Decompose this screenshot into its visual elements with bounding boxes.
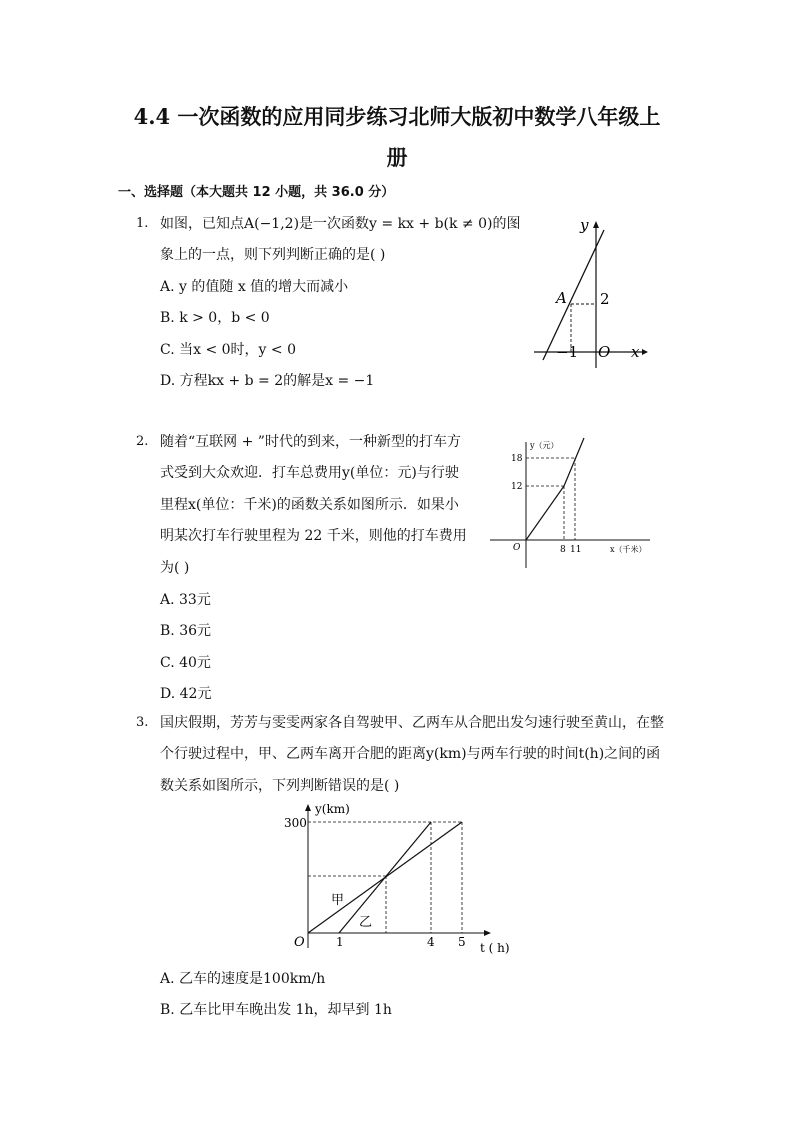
question-1-stem-line-2: 象上的一点，则下列判断正确的是( )	[160, 247, 386, 263]
question-1-option-c: C. 当x < 0时，y < 0	[160, 342, 296, 358]
question-2-option-d: D. 42元	[160, 686, 212, 702]
point-a-label: A	[556, 289, 567, 307]
y-axis-label: y(km)	[315, 802, 350, 816]
question-1-option-a: A. y 的值随 x 值的增大而减小	[160, 279, 349, 295]
section-heading: 一、选择题（本大题共 12 小题，共 36.0 分）	[118, 185, 395, 200]
question-2-figure	[486, 432, 656, 572]
label-yi: 乙	[359, 915, 373, 930]
question-3-stem-line-2: 个行驶过程中，甲、乙两车离开合肥的距离y(km)与两车行驶的时间t(h)之间的函	[160, 746, 661, 762]
page-title: 4.4 一次函数的应用同步练习北师大版初中数学八年级上	[133, 104, 661, 129]
question-1-stem-line-1: 如图，已知点A(−1,2)是一次函数y = kx + b(k ≠ 0)的图	[160, 216, 521, 232]
question-2-stem-line-2: 式受到大众欢迎．打车总费用y(单位：元)与行驶	[160, 465, 459, 481]
question-2-number: 2.	[136, 434, 149, 449]
question-3-stem-line-1: 国庆假期，芳芳与雯雯两家各自驾驶甲、乙两车从合肥出发匀速行驶至黄山，在整	[160, 715, 664, 731]
question-1-option-b: B. k > 0，b < 0	[160, 310, 270, 326]
question-3-stem-line-3: 数关系如图所示，下列判断错误的是( )	[160, 778, 400, 794]
question-2-option-c: C. 40元	[160, 655, 211, 671]
question-2-option-b: B. 36元	[160, 623, 212, 639]
question-2-option-a: A. 33元	[160, 592, 211, 608]
x-axis-arrow	[642, 349, 648, 355]
question-1-number: 1.	[136, 216, 149, 231]
y-tick-300: 300	[284, 816, 307, 830]
label-jia: 甲	[331, 893, 345, 908]
x-tick-5: 5	[458, 935, 466, 949]
y-axis-label: y（元）	[530, 441, 559, 450]
function-line	[543, 230, 604, 360]
origin-label: O	[598, 343, 611, 361]
question-3-option-b: B. 乙车比甲车晚出发 1h，却早到 1h	[160, 1002, 392, 1018]
question-1-option-d: D. 方程kx + b = 2的解是x = −1	[160, 373, 375, 389]
origin-label: O	[294, 935, 305, 950]
x-tick-4: 4	[427, 935, 435, 949]
x-axis-label: x（千米）	[610, 545, 647, 554]
x-tick-8: 8	[560, 545, 566, 555]
segment-end	[564, 438, 584, 486]
x-axis-label: t ( h)	[480, 941, 510, 955]
x-tick-11: 11	[570, 545, 582, 555]
y-tick-label: 2	[600, 290, 610, 308]
y-tick-12: 12	[511, 482, 523, 492]
x-axis-arrow	[484, 930, 491, 936]
y-tick-18: 18	[511, 454, 523, 464]
page-title-continued: 册	[386, 145, 408, 170]
x-axis-label: x	[631, 343, 640, 361]
question-3-number: 3.	[136, 715, 149, 730]
y-axis-arrow	[305, 804, 311, 811]
y-axis-arrow	[593, 221, 599, 228]
origin-label: O	[513, 543, 521, 553]
question-1-figure	[526, 210, 650, 372]
question-2-stem-line-1: 随着“互联网 + ”时代的到来，一种新型的打车方	[160, 434, 461, 450]
line-yi	[339, 822, 431, 933]
question-2-stem-line-5: 为( )	[160, 560, 190, 576]
question-3-option-a: A. 乙车的速度是100km/h	[160, 971, 326, 987]
question-2-stem-line-3: 里程x(单位：千米)的函数关系如图所示．如果小	[160, 497, 459, 513]
question-2-stem-line-4: 明某次打车行驶里程为 22 千米，则他的打车费用	[160, 528, 467, 544]
segment-start	[526, 486, 564, 540]
x-tick-label: −1	[556, 343, 579, 361]
x-tick-1: 1	[336, 935, 344, 949]
y-axis-label: y	[580, 216, 589, 234]
question-3-figure	[280, 800, 520, 958]
